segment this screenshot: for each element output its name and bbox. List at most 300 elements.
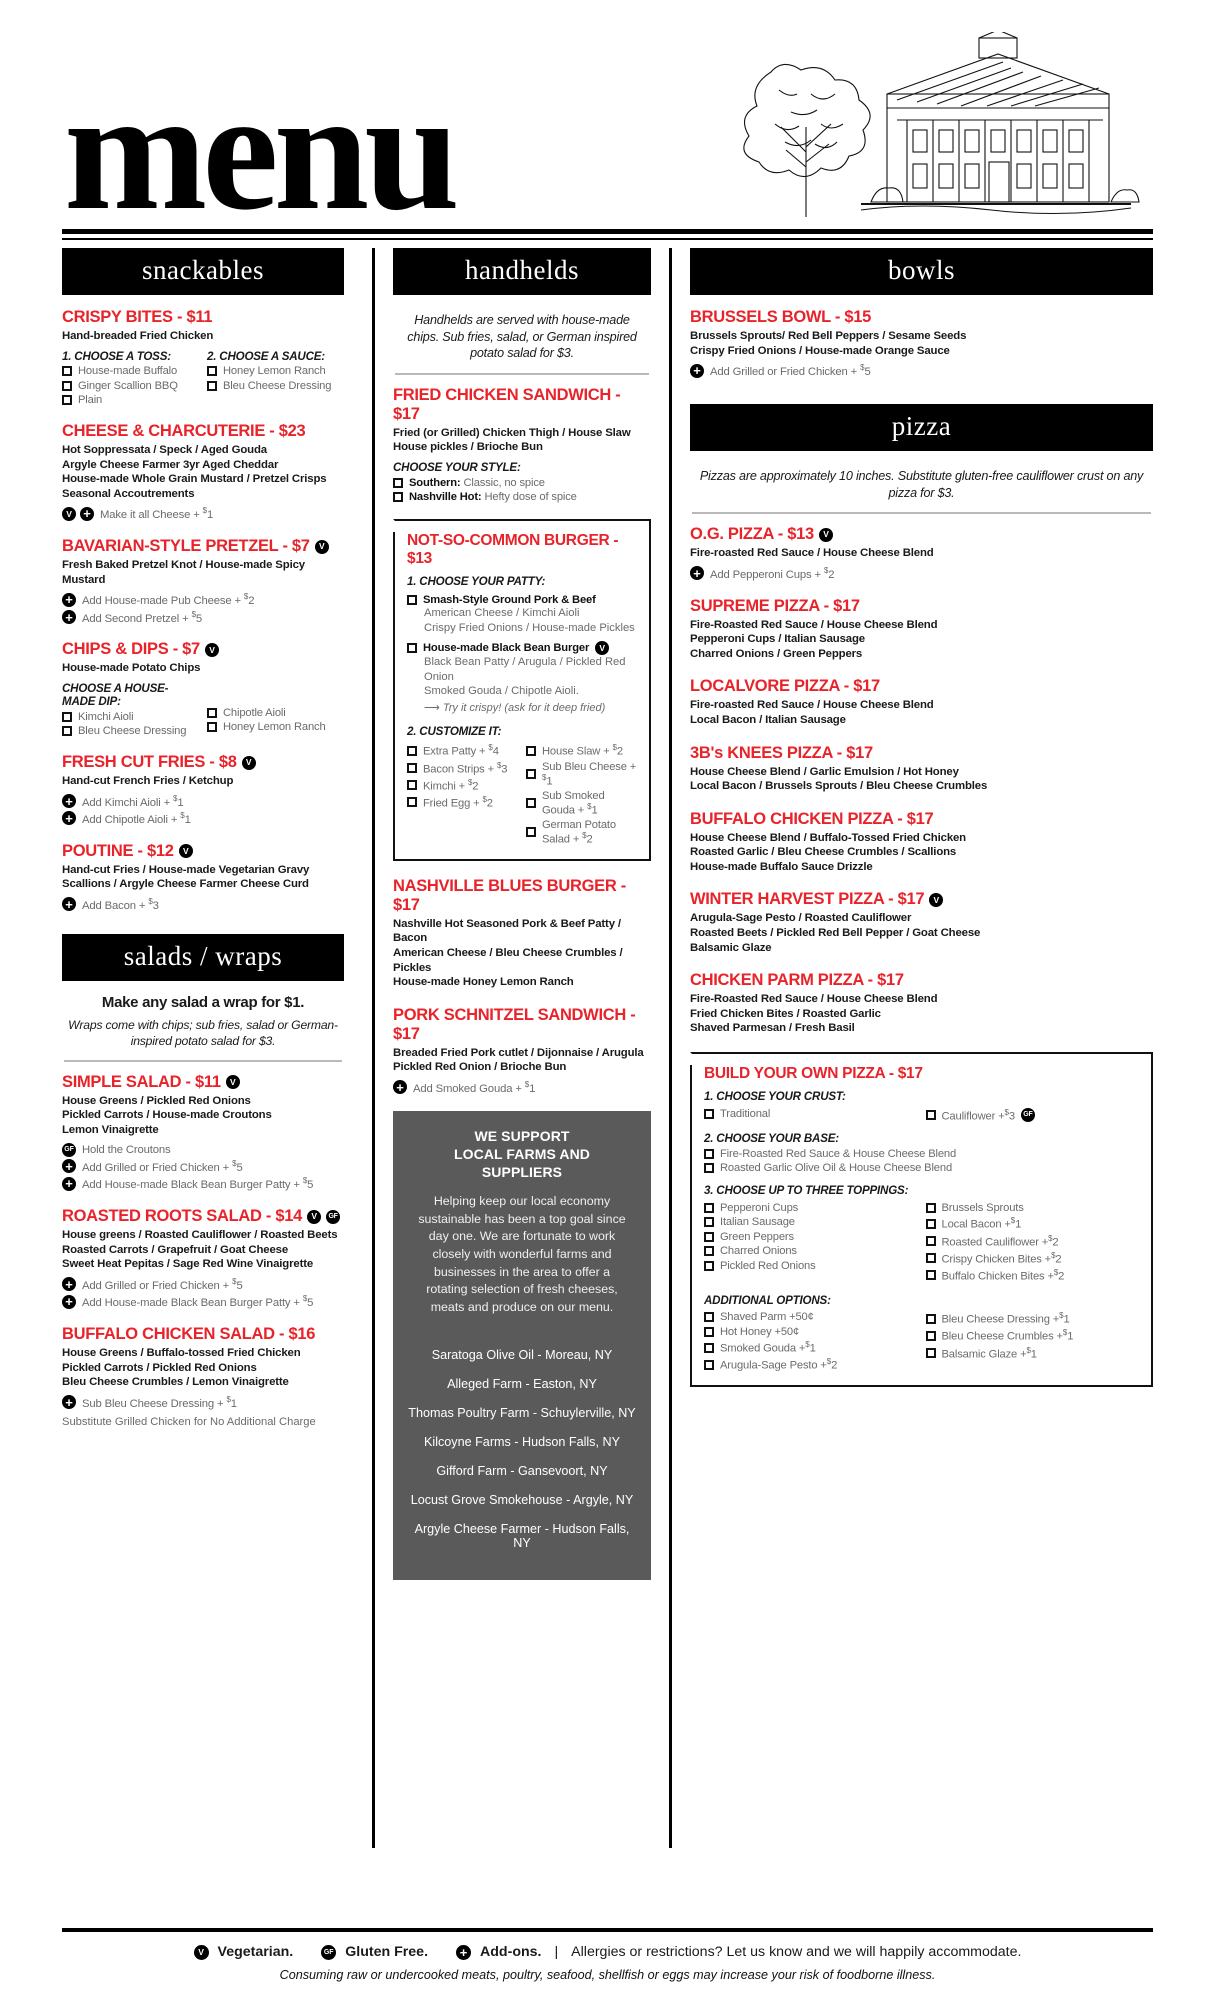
byo-option[interactable] xyxy=(704,1340,918,1355)
byo-option[interactable] xyxy=(704,1162,1139,1174)
addon-label: Add Grilled or Fried Chicken + $5 xyxy=(82,1159,243,1174)
menu-item-description: Scallions / Argyle Cheese Farmer Cheese Curd xyxy=(62,878,309,891)
menu-item-description: House-made Potato Chips xyxy=(62,662,201,675)
byo-option-label: Smoked Gouda +$1 xyxy=(720,1340,816,1355)
choice-group-label: CHOOSE A HOUSE-MADE DIP: xyxy=(62,682,169,709)
handhelds-intro: Handhelds are served with house-made chips. Sub fries, salad, or German inspired potato salad for $3. xyxy=(407,313,637,361)
checkbox[interactable] xyxy=(926,1348,936,1358)
addon-row[interactable] xyxy=(62,1176,344,1191)
checkbox[interactable] xyxy=(62,726,72,736)
byo-option[interactable] xyxy=(704,1231,918,1243)
choice-group-label: 1. CHOOSE A TOSS: xyxy=(62,349,171,363)
vegetarian-icon: V xyxy=(315,540,329,554)
byo-option[interactable] xyxy=(704,1326,918,1338)
menu-item-title: WINTER HARVEST PIZZA - $17 V xyxy=(690,890,1153,909)
menu-item-title: FRIED CHICKEN SANDWICH - $17 xyxy=(393,385,621,423)
menu-item-description: House Cheese Blend / Buffalo-Tossed Fried Chicken xyxy=(690,831,966,844)
byo-option-label: Roasted Cauliflower +$2 xyxy=(941,1233,1059,1249)
menu-item-title: FRESH CUT FRIES - $8 V xyxy=(62,753,344,772)
checkbox[interactable] xyxy=(407,595,417,605)
customize-option[interactable] xyxy=(407,743,518,758)
topping-columns xyxy=(704,1199,1139,1282)
menu-item xyxy=(690,890,1153,955)
checkbox[interactable] xyxy=(526,746,536,756)
menu-item xyxy=(690,308,1153,378)
addon-plus-icon: + xyxy=(62,897,76,911)
checkbox[interactable] xyxy=(704,1232,714,1242)
menu-item-title: POUTINE - $12 V xyxy=(62,842,344,861)
menu-item-description: Argyle Cheese Farmer 3yr Aged Cheddar xyxy=(62,458,279,471)
menu-item xyxy=(690,525,1153,580)
handhelds-remaining-items xyxy=(393,877,651,1095)
menu-item-description: Roasted Garlic / Bleu Cheese Crumbles / Scallions xyxy=(690,846,957,859)
section-banner-bowls: bowls xyxy=(690,248,1153,295)
checkbox[interactable] xyxy=(704,1149,714,1159)
menu-item-description: Pickled Carrots / House-made Croutons xyxy=(62,1109,272,1122)
farm-entry: Argyle Cheese Farmer - Hudson Falls, NY xyxy=(414,1522,630,1551)
menu-item xyxy=(62,422,344,521)
checkbox[interactable] xyxy=(207,381,217,391)
byo-option-label: Roasted Garlic Olive Oil & House Cheese Blend xyxy=(720,1162,953,1175)
crust-columns xyxy=(704,1105,1139,1122)
byo-option-label: Pickled Red Onions xyxy=(720,1259,816,1272)
checkbox[interactable] xyxy=(926,1314,936,1324)
byo-additional-label: ADDITIONAL OPTIONS: xyxy=(704,1293,831,1307)
addon-list xyxy=(690,566,1153,581)
vegetarian-icon: V xyxy=(595,641,609,655)
addon-label: Add House-made Black Bean Burger Patty + $5 xyxy=(82,1176,314,1192)
byo-option-label: Bleu Cheese Dressing +$1 xyxy=(941,1311,1070,1326)
checkbox[interactable] xyxy=(704,1217,714,1227)
choice-group xyxy=(207,350,344,407)
menu-item-description: House pickles / Brioche Bun xyxy=(393,441,543,454)
byo-step2-label: 2. CHOOSE YOUR BASE: xyxy=(704,1132,839,1146)
menu-item-description: Pepperoni Cups / Italian Sausage xyxy=(690,633,865,646)
menu-item-description: House greens / Roasted Cauliflower / Roasted Beets xyxy=(62,1229,338,1242)
customize-option-label: Kimchi + $2 xyxy=(423,777,479,793)
byo-option[interactable] xyxy=(926,1234,1140,1249)
choice-option-label: Plain xyxy=(78,394,103,407)
byo-option[interactable] xyxy=(926,1216,1140,1231)
gluten-free-icon: GF xyxy=(326,1210,340,1224)
menu-item-description: Fire-Roasted Red Sauce / House Cheese Blend xyxy=(690,993,938,1006)
byo-option[interactable] xyxy=(704,1148,1139,1160)
checkbox[interactable] xyxy=(704,1109,714,1119)
customize-option-label: Fried Egg + $2 xyxy=(423,795,493,810)
footer-rule xyxy=(62,1928,1153,1932)
addon-label: Add Second Pretzel + $5 xyxy=(82,609,203,625)
checkbox[interactable] xyxy=(704,1312,714,1322)
checkbox[interactable] xyxy=(526,798,536,808)
addon-plus-icon: + xyxy=(62,610,76,624)
menu-item-description: Pickled Red Onion / Brioche Bun xyxy=(393,1061,567,1074)
choice-option-label: Ginger Scallion BBQ xyxy=(78,379,178,392)
byo-option[interactable] xyxy=(926,1202,1140,1214)
choice-option-label: Honey Lemon Ranch xyxy=(223,365,326,378)
footer-allergies-label: Allergies or restrictions? Let us know and we will happily accommodate. xyxy=(571,1944,1022,1960)
checkbox[interactable] xyxy=(926,1219,936,1229)
section-banner-pizza: pizza xyxy=(690,404,1153,451)
addon-row[interactable] xyxy=(62,811,344,826)
not-so-common-burger-box xyxy=(393,519,651,861)
byo-option-label: Fire-Roasted Red Sauce & House Cheese Blend xyxy=(720,1147,957,1160)
gluten-free-icon: GF xyxy=(1021,1108,1035,1122)
burger-step2-label: 2. CUSTOMIZE IT: xyxy=(407,724,502,738)
checkbox[interactable] xyxy=(704,1261,714,1271)
checkbox[interactable] xyxy=(704,1343,714,1353)
pizza-item-list xyxy=(690,525,1153,1036)
menu-item-description: Breaded Fried Pork cutlet / Dijonnaise / Arugula xyxy=(393,1046,644,1059)
vegetarian-icon: V xyxy=(205,643,219,657)
addon-row[interactable] xyxy=(62,897,344,912)
choice-option-label: Chipotle Aioli xyxy=(223,706,286,719)
burger-box-title: NOT-SO-COMMON BURGER - $13 xyxy=(407,532,619,568)
section-banner-snackables: snackables xyxy=(62,248,344,295)
menu-item-title: CHICKEN PARM PIZZA - $17 xyxy=(690,971,904,990)
addon-plus-icon: + xyxy=(456,1945,471,1960)
byo-option[interactable] xyxy=(926,1328,1140,1343)
customize-option[interactable] xyxy=(526,790,637,817)
customize-option-label: Extra Patty + $4 xyxy=(423,743,499,759)
customize-option-label: Sub Smoked Gouda + $1 xyxy=(542,789,605,817)
addon-plus-icon: + xyxy=(62,1295,76,1309)
menu-item-note: Substitute Grilled Chicken for No Additional Charge xyxy=(62,1416,316,1429)
menu-item-description: Nashville Hot Seasoned Pork & Beef Patty / Bacon xyxy=(393,917,621,945)
addon-list xyxy=(62,592,344,624)
support-body: Helping keep our local economy sustainable has been a top goal since day one. We are fortunate to work closely with wonderful farms and businesses in the area to offer a rotating selection of fresh cheeses, meats and produce on our menu. xyxy=(418,1194,626,1314)
choice-option[interactable] xyxy=(393,477,651,489)
menu-item-description: Shaved Parmesan / Fresh Basil xyxy=(690,1022,855,1035)
checkbox[interactable] xyxy=(704,1327,714,1337)
byo-option[interactable] xyxy=(926,1108,1140,1123)
farm-entry: Saratoga Olive Oil - Moreau, NY xyxy=(431,1348,613,1363)
addon-label: Add Grilled or Fried Chicken + $5 xyxy=(710,363,871,378)
checkbox[interactable] xyxy=(62,381,72,391)
menu-item-description: Hand-cut French Fries / Ketchup xyxy=(62,775,234,788)
customize-option-label: German Potato Salad + $2 xyxy=(542,819,616,846)
checkbox[interactable] xyxy=(926,1253,936,1263)
customize-columns xyxy=(407,741,637,846)
customize-option-label: Sub Bleu Cheese + $1 xyxy=(542,760,637,788)
addon-row[interactable] xyxy=(62,1277,344,1292)
vegetarian-icon: V xyxy=(929,893,943,907)
patty-option-label: Smash-Style Ground Pork & Beef xyxy=(423,594,596,607)
vegetarian-icon: V xyxy=(307,1210,321,1224)
choice-option[interactable] xyxy=(62,365,199,377)
handhelds-first-item xyxy=(393,386,651,503)
byo-option[interactable] xyxy=(704,1245,918,1257)
addon-list xyxy=(393,1080,651,1095)
byo-option[interactable] xyxy=(704,1357,918,1372)
checkbox[interactable] xyxy=(704,1360,714,1370)
choice-option-label: House-made Buffalo xyxy=(78,365,178,378)
addon-row[interactable] xyxy=(393,1080,651,1095)
menu-item-description: Pickled Carrots / Pickled Red Onions xyxy=(62,1361,257,1374)
checkbox[interactable] xyxy=(407,763,417,773)
customize-column xyxy=(407,741,518,846)
addon-plus-icon: + xyxy=(62,1177,76,1191)
byo-option-label: Crispy Chicken Bites +$2 xyxy=(941,1250,1062,1266)
choice-group xyxy=(393,461,651,503)
checkbox[interactable] xyxy=(704,1246,714,1256)
menu-item-title: 3B's KNEES PIZZA - $17 xyxy=(690,743,873,762)
customize-option[interactable] xyxy=(407,795,518,810)
menu-item xyxy=(393,386,651,503)
menu-item-description: Charred Onions / Green Peppers xyxy=(690,647,863,660)
menu-item xyxy=(62,1207,344,1309)
vegetarian-icon: V xyxy=(194,1945,209,1960)
addon-plus-icon: + xyxy=(80,507,94,521)
addon-plus-icon: + xyxy=(62,1395,76,1409)
footer-legend xyxy=(62,1944,1153,1960)
choice-option-label: Bleu Cheese Dressing xyxy=(78,725,187,738)
checkbox[interactable] xyxy=(407,746,417,756)
addon-plus-icon: + xyxy=(62,1159,76,1173)
addon-label: Add Smoked Gouda + $1 xyxy=(413,1079,536,1095)
salad-wrap-intro: Wraps come with chips; sub fries, salad or German-inspired potato salad for $3. xyxy=(68,1017,338,1048)
choice-option[interactable] xyxy=(207,365,344,377)
vegetarian-icon: V xyxy=(242,756,256,770)
choice-option[interactable] xyxy=(62,394,199,406)
menu-item xyxy=(62,1073,344,1191)
addon-label: Add Grilled or Fried Chicken + $5 xyxy=(82,1276,243,1292)
farm-entry: Gifford Farm - Gansevoort, NY xyxy=(436,1464,608,1479)
menu-item xyxy=(690,744,1153,794)
addon-row[interactable] xyxy=(62,1159,344,1174)
footer-vegetarian-label: Vegetarian. xyxy=(217,1944,294,1960)
addon-row[interactable] xyxy=(690,566,1153,581)
menu-item-description: Roasted Beets / Pickled Red Bell Pepper / Goat Cheese xyxy=(690,927,981,940)
choice-option[interactable] xyxy=(207,380,344,392)
customize-option[interactable] xyxy=(526,819,637,846)
byo-box-title: BUILD YOUR OWN PIZZA - $17 xyxy=(704,1065,923,1083)
vegetarian-icon: V xyxy=(226,1075,240,1089)
additional-columns xyxy=(704,1309,1139,1372)
choice-option[interactable] xyxy=(393,491,651,503)
byo-option-label: Hot Honey +50¢ xyxy=(720,1325,800,1338)
vegetarian-icon: V xyxy=(62,507,76,521)
menu-item-title: BRUSSELS BOWL - $15 xyxy=(690,308,872,326)
byo-option[interactable] xyxy=(926,1311,1140,1326)
menu-item xyxy=(690,971,1153,1036)
page-title: menu xyxy=(64,56,455,247)
customize-option[interactable] xyxy=(407,761,518,776)
checkbox[interactable] xyxy=(926,1270,936,1280)
byo-option[interactable] xyxy=(704,1108,918,1120)
checkbox[interactable] xyxy=(926,1236,936,1246)
support-panel xyxy=(393,1111,651,1337)
checkbox[interactable] xyxy=(407,797,417,807)
checkbox[interactable] xyxy=(407,780,417,790)
menu-item xyxy=(62,842,344,912)
addon-row[interactable] xyxy=(62,592,344,607)
checkbox[interactable] xyxy=(62,712,72,722)
section-banner-salads: salads / wraps xyxy=(62,934,344,981)
menu-item-description: Fried (or Grilled) Chicken Thigh / House Slaw xyxy=(393,426,631,439)
addon-plus-icon: + xyxy=(62,593,76,607)
customize-option-label: Bacon Strips + $3 xyxy=(423,760,508,776)
menu-item-title: CRISPY BITES - $11 xyxy=(62,308,213,326)
addon-label: Sub Bleu Cheese Dressing + $1 xyxy=(82,1394,237,1410)
checkbox[interactable] xyxy=(207,708,217,718)
menu-item-description: Hand-cut Fries / House-made Vegetarian Gravy xyxy=(62,863,310,876)
patty-sub-description: Black Bean Patty / Arugula / Pickled Red Onion xyxy=(424,656,626,683)
historic-house-illustration-icon xyxy=(711,32,1151,222)
patty-option[interactable] xyxy=(407,641,637,655)
menu-item-description: Local Bacon / Italian Sausage xyxy=(690,713,846,726)
byo-option-label: Brussels Sprouts xyxy=(941,1201,1024,1214)
page-header xyxy=(0,0,1215,248)
farm-entry: Alleged Farm - Easton, NY xyxy=(447,1377,597,1392)
vegetarian-icon: V xyxy=(179,844,193,858)
addon-label: Add House-made Black Bean Burger Patty + $5 xyxy=(82,1294,314,1309)
pizza-divider xyxy=(692,512,1151,514)
farm-entry: Thomas Poultry Farm - Schuylerville, NY xyxy=(408,1406,636,1421)
patty-sub-description: American Cheese / Kimchi Aioli xyxy=(424,607,580,620)
checkbox[interactable] xyxy=(393,478,403,488)
addon-row[interactable] xyxy=(62,794,344,809)
addon-label: Add Bacon + $3 xyxy=(82,896,159,912)
menu-item-description: Hand-breaded Fried Chicken xyxy=(62,330,214,342)
choice-option[interactable] xyxy=(207,721,344,733)
menu-item-description: Balsamic Glaze xyxy=(690,941,772,954)
checkbox[interactable] xyxy=(62,395,72,405)
farm-entry: Kilcoyne Farms - Hudson Falls, NY xyxy=(424,1435,620,1450)
byo-option-label: Traditional xyxy=(720,1107,771,1120)
checkbox[interactable] xyxy=(393,492,403,502)
addon-list xyxy=(62,1395,344,1410)
menu-item-description: Crispy Fried Onions / House-made Orange Sauce xyxy=(690,344,950,357)
addon-plus-icon: + xyxy=(62,794,76,808)
addon-label: Add Chipotle Aioli + $1 xyxy=(82,810,191,826)
we-support-local-farms-box xyxy=(393,1111,651,1580)
header-rule-thick xyxy=(62,229,1153,234)
byo-option[interactable] xyxy=(704,1260,918,1272)
addon-label: Add Pepperoni Cups + $2 xyxy=(710,565,835,581)
byo-option-label: Shaved Parm +50¢ xyxy=(720,1311,814,1324)
menu-item xyxy=(393,877,651,990)
customize-option[interactable] xyxy=(407,778,518,793)
checkbox[interactable] xyxy=(407,643,417,653)
addon-list xyxy=(62,1277,344,1309)
addon-plus-icon: + xyxy=(690,364,704,378)
addon-plus-icon: + xyxy=(690,566,704,580)
customize-option[interactable] xyxy=(526,743,637,758)
menu-item xyxy=(690,597,1153,662)
addon-list xyxy=(62,794,344,826)
menu-item-description: Bleu Cheese Crumbles / Lemon Vinaigrette xyxy=(62,1376,289,1389)
bowls-item-list xyxy=(690,308,1153,378)
gluten-free-icon: GF xyxy=(321,1945,336,1960)
snackables-item-list xyxy=(62,308,344,912)
menu-item-description: Fresh Baked Pretzel Knot / House-made Spicy Mustard xyxy=(62,559,305,586)
menu-item-title: LOCALVORE PIZZA - $17 xyxy=(690,677,880,696)
addon-row[interactable] xyxy=(62,1395,344,1410)
column-bowls-pizza xyxy=(672,248,1153,1848)
salad-divider xyxy=(64,1060,342,1062)
addon-row[interactable] xyxy=(62,1143,344,1157)
choice-group xyxy=(62,350,199,407)
byo-option[interactable] xyxy=(704,1216,918,1228)
checkbox[interactable] xyxy=(926,1203,936,1213)
handhelds-divider xyxy=(395,373,649,375)
addon-row[interactable] xyxy=(62,506,344,521)
checkbox[interactable] xyxy=(62,366,72,376)
checkbox[interactable] xyxy=(207,722,217,732)
choice-option[interactable] xyxy=(62,725,199,737)
footer-separator: | xyxy=(554,1944,559,1960)
choice-option[interactable] xyxy=(207,707,344,719)
menu-item xyxy=(393,1006,651,1095)
burger-step1-label: 1. CHOOSE YOUR PATTY: xyxy=(407,575,546,589)
menu-item-description: House Greens / Pickled Red Onions xyxy=(62,1094,251,1107)
menu-item-title: PORK SCHNITZEL SANDWICH - $17 xyxy=(393,1005,636,1043)
menu-columns xyxy=(0,248,1215,1848)
choice-group-label: 2. CHOOSE A SAUCE: xyxy=(207,349,325,363)
menu-item-description: Arugula-Sage Pesto / Roasted Cauliflower xyxy=(690,912,912,925)
menu-item-title: NASHVILLE BLUES BURGER - $17 xyxy=(393,876,626,914)
menu-item xyxy=(62,308,344,406)
addon-list xyxy=(62,1143,344,1192)
byo-option-label: Charred Onions xyxy=(720,1245,797,1258)
arrow-right-icon: ⟶ xyxy=(424,701,440,714)
menu-item-description: Fire-roasted Red Sauce / House Cheese Blend xyxy=(690,699,934,712)
column-snackables-salads xyxy=(62,248,362,1848)
byo-option[interactable] xyxy=(926,1251,1140,1266)
menu-item xyxy=(62,640,344,737)
section-banner-handhelds: handhelds xyxy=(393,248,651,295)
checkbox[interactable] xyxy=(526,827,536,837)
menu-item-title: BUFFALO CHICKEN SALAD - $16 xyxy=(62,1324,316,1343)
menu-item-description: Seasonal Accoutrements xyxy=(62,487,195,500)
menu-item-description: Lemon Vinaigrette xyxy=(62,1124,159,1136)
checkbox[interactable] xyxy=(926,1110,936,1120)
menu-item-description: Hot Soppressata / Speck / Aged Gouda xyxy=(62,444,267,457)
byo-option-label: Green Peppers xyxy=(720,1230,794,1243)
menu-item-description: House-made Honey Lemon Ranch xyxy=(393,976,574,989)
checkbox[interactable] xyxy=(926,1331,936,1341)
menu-item-title: SIMPLE SALAD - $11 V xyxy=(62,1073,344,1092)
byo-option[interactable] xyxy=(926,1268,1140,1283)
menu-item-title: BAVARIAN-STYLE PRETZEL - $7 V xyxy=(62,537,344,556)
choice-option-label: Southern: Classic, no spice xyxy=(409,476,545,489)
addon-list xyxy=(690,363,1153,378)
customize-option[interactable] xyxy=(526,761,637,788)
checkbox[interactable] xyxy=(704,1163,714,1173)
addon-row[interactable] xyxy=(690,363,1153,378)
byo-option[interactable] xyxy=(704,1311,918,1323)
menu-item-description: Fire-roasted Red Sauce / House Cheese Blend xyxy=(690,547,934,560)
menu-item-title: O.G. PIZZA - $13 V xyxy=(690,525,1153,544)
checkbox[interactable] xyxy=(526,769,536,779)
checkbox[interactable] xyxy=(207,366,217,376)
page-footer xyxy=(0,1928,1215,2000)
addon-row[interactable] xyxy=(62,610,344,625)
byo-option-label: Local Bacon +$1 xyxy=(941,1216,1022,1231)
choice-option[interactable] xyxy=(62,711,199,723)
choice-group-label: CHOOSE YOUR STYLE: xyxy=(393,461,521,475)
byo-option[interactable] xyxy=(926,1346,1140,1361)
choice-option[interactable] xyxy=(62,380,199,392)
byo-option[interactable] xyxy=(704,1202,918,1214)
patty-option[interactable] xyxy=(407,594,637,606)
vegetarian-icon: V xyxy=(819,528,833,542)
addon-label: Add Kimchi Aioli + $1 xyxy=(82,793,184,809)
checkbox[interactable] xyxy=(704,1203,714,1213)
addon-row[interactable] xyxy=(62,1294,344,1309)
menu-item-title: CHEESE & CHARCUTERIE - $23 xyxy=(62,422,306,441)
choice-option-label: Honey Lemon Ranch xyxy=(223,721,326,734)
